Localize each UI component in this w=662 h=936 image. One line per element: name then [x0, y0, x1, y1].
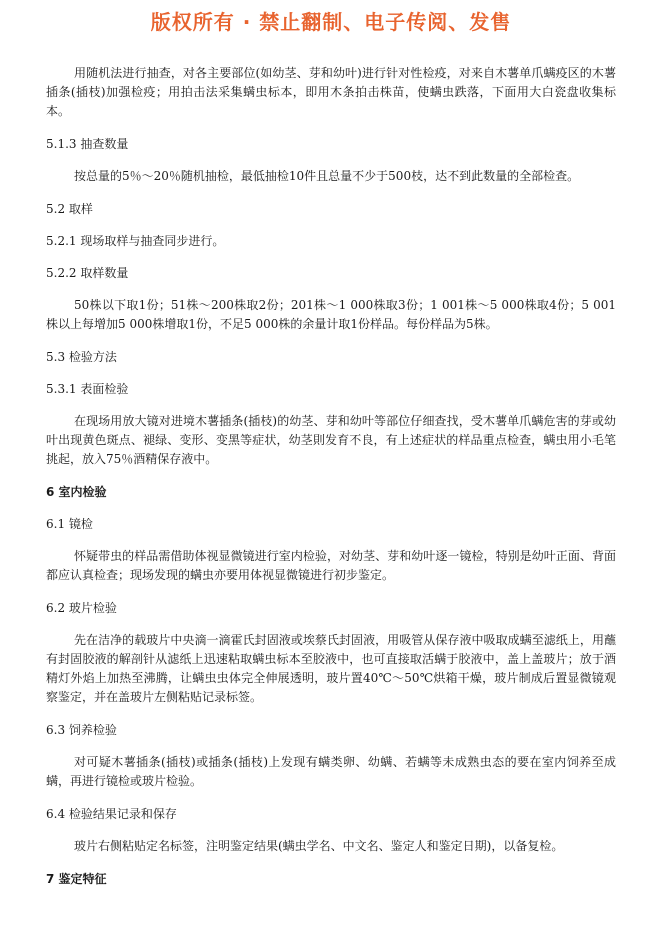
document-body: [46, 64, 616, 888]
section-heading: 5.3 检验方法: [46, 350, 117, 364]
chapter-heading: 6 室内检验: [46, 485, 107, 499]
paragraph: 按总量的5％～20％随机抽检，最低抽检10件且总量不少于500枝，达不到此数量的全部检查。: [74, 169, 580, 183]
section-heading: 5.2.1 现场取样与抽查同步进行。: [46, 234, 225, 248]
section-heading: 6.2 玻片检验: [46, 601, 117, 615]
paragraph: 50株以下取1份；51株～200株取2份；201株～1 000株取3份；1 001株～5 000株取4份；5 001株以上每增加5 000株增取1份，不足5 000株的余量计取1份样品。每份样品为5株。: [46, 298, 616, 331]
section-heading: 5.1.3 抽查数量: [46, 137, 129, 151]
chapter-heading: 7 鉴定特征: [46, 872, 107, 886]
section-heading: 6.4 检验结果记录和保存: [46, 807, 177, 821]
paragraph: 对可疑木薯插条(插枝)或插条(插枝)上发现有螨类卵、幼螨、若螨等未成熟虫态的要在室内饲养至成螨，再进行镜检或玻片检验。: [46, 755, 616, 788]
paragraph: 玻片右侧粘贴定名标签，注明鉴定结果(螨虫学名、中文名、鉴定人和鉴定日期)，以备复检。: [74, 839, 564, 853]
section-heading: 5.3.1 表面检验: [46, 382, 129, 396]
paragraph: 怀疑带虫的样品需借助体视显微镜进行室内检验，对幼茎、芽和幼叶逐一镜检，特别是幼叶正面、背面都应认真检查；现场发现的螨虫亦要用体视显微镜进行初步鉴定。: [46, 549, 616, 582]
watermark: 版权所有 · 禁止翻制、电子传阅、发售: [150, 10, 512, 34]
section-heading: 5.2.2 取样数量: [46, 266, 129, 280]
paragraph: 在现场用放大镜对进境木薯插条(插枝)的幼茎、芽和幼叶等部位仔细查找，受木薯单爪螨危害的芽或幼叶出现黄色斑点、褪绿、变形、变黑等症状，幼茎則发育不良，有上述症状的样品重点检查，螨虫用小毛笔挑起，放入75％酒精保存液中。: [46, 414, 616, 466]
section-heading: 6.1 镜检: [46, 517, 93, 531]
section-heading: 6.3 饲养检验: [46, 723, 117, 737]
paragraph: 先在洁净的载玻片中央滴一滴霍氏封固液或埃蔡氏封固液，用吸管从保存液中吸取成螨至滤纸上，用蘸有封固胶液的解剖针从滤纸上迅速粘取螨虫标本至胶液中，也可直接取活螨于胶液中，盖上盖玻片；放于酒精灯外焰上加热至沸腾，让螨虫虫体完全伸展透明，玻片置40℃～50℃烘箱干燥，玻片制成后置显微镜观察鉴定，并在盖玻片左侧粘贴记录标签。: [46, 633, 616, 704]
section-heading: 5.2 取样: [46, 202, 93, 216]
paragraph: 用随机法进行抽查，对各主要部位(如幼茎、芽和幼叶)进行针对性检疫，对来自木薯单爪螨疫区的木薯插条(插枝)加强检疫；用拍击法采集螨虫标本，即用木条拍击株苗，使螨虫跌落，下面用大白瓷盘收集标本。: [46, 66, 616, 118]
